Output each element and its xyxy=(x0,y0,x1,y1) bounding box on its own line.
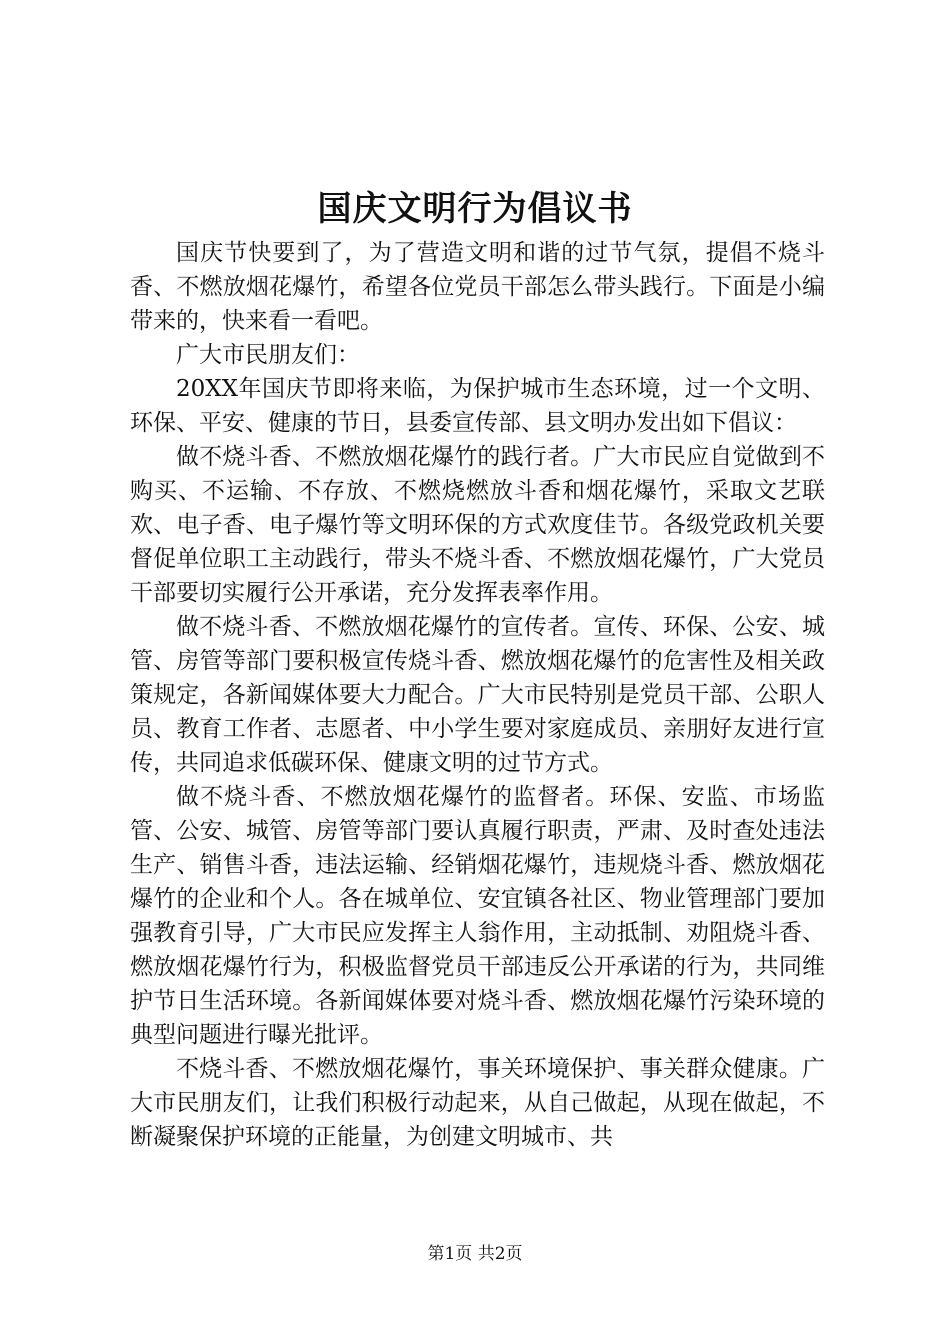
document-title: 国庆文明行为倡议书 xyxy=(317,189,633,229)
intro-paragraph: 国庆节快要到了，为了营造文明和谐的过节气氛，提倡不烧斗香、不燃放烟花爆竹，希望各位党员干部怎么带头践行。下面是小编带来的，快来看一看吧。 xyxy=(130,240,825,334)
body-paragraph-supervisor: 做不烧斗香、不燃放烟花爆竹的监督者。环保、安监、市场监管、公安、城管、房管等部门要认真履行职责，严肃、及时查处违法生产、销售斗香，违法运输、经销烟花爆竹，违规烧斗香、燃放烟花爆竹的企业和个人。各在城单位、安宜镇各社区、物业管理部门要加强教育引导，广大市民应发挥主人翁作用，主动抵制、劝阻烧斗香、燃放烟花爆竹行为，积极监督党员干部违反公开承诺的行为，共同维护节日生活环境。各新闻媒体要对烧斗香、燃放烟花爆竹污染环境的典型问题进行曝光批评。 xyxy=(130,784,825,1048)
body-paragraph-practitioner: 做不烧斗香、不燃放烟花爆竹的践行者。广大市民应自觉做到不购买、不运输、不存放、不燃烧燃放斗香和烟花爆竹，采取文艺联欢、电子香、电子爆竹等文明环保的方式欢度佳节。各级党政机关要督促单位职工主动践行，带头不烧斗香、不燃放烟花爆竹，广大党员干部要切实履行公开承诺，充分发挥表率作用。 xyxy=(130,444,825,606)
body-paragraph-announcement: 20XX年国庆节即将来临，为保护城市生态环境，过一个文明、环保、平安、健康的节日，县委宣传部、县文明办发出如下倡议： xyxy=(130,376,825,436)
document-body xyxy=(130,236,825,1154)
salutation: 广大市民朋友们： xyxy=(176,342,360,368)
body-paragraph-promoter: 做不烧斗香、不燃放烟花爆竹的宣传者。宣传、环保、公安、城管、房管等部门要积极宣传烧斗香、燃放烟花爆竹的危害性及相关政策规定，各新闻媒体要大力配合。广大市民特别是党员干部、公职人员、教育工作者、志愿者、中小学生要对家庭成员、亲朋好友进行宣传，共同追求低碳环保、健康文明的过节方式。 xyxy=(130,614,825,776)
page-number: 第1页 共2页 xyxy=(427,1244,523,1264)
body-paragraph-closing: 不烧斗香、不燃放烟花爆竹，事关环境保护、事关群众健康。广大市民朋友们，让我们积极行动起来，从自己做起，从现在做起，不断凝聚保护环境的正能量，为创建文明城市、共 xyxy=(130,1056,825,1150)
